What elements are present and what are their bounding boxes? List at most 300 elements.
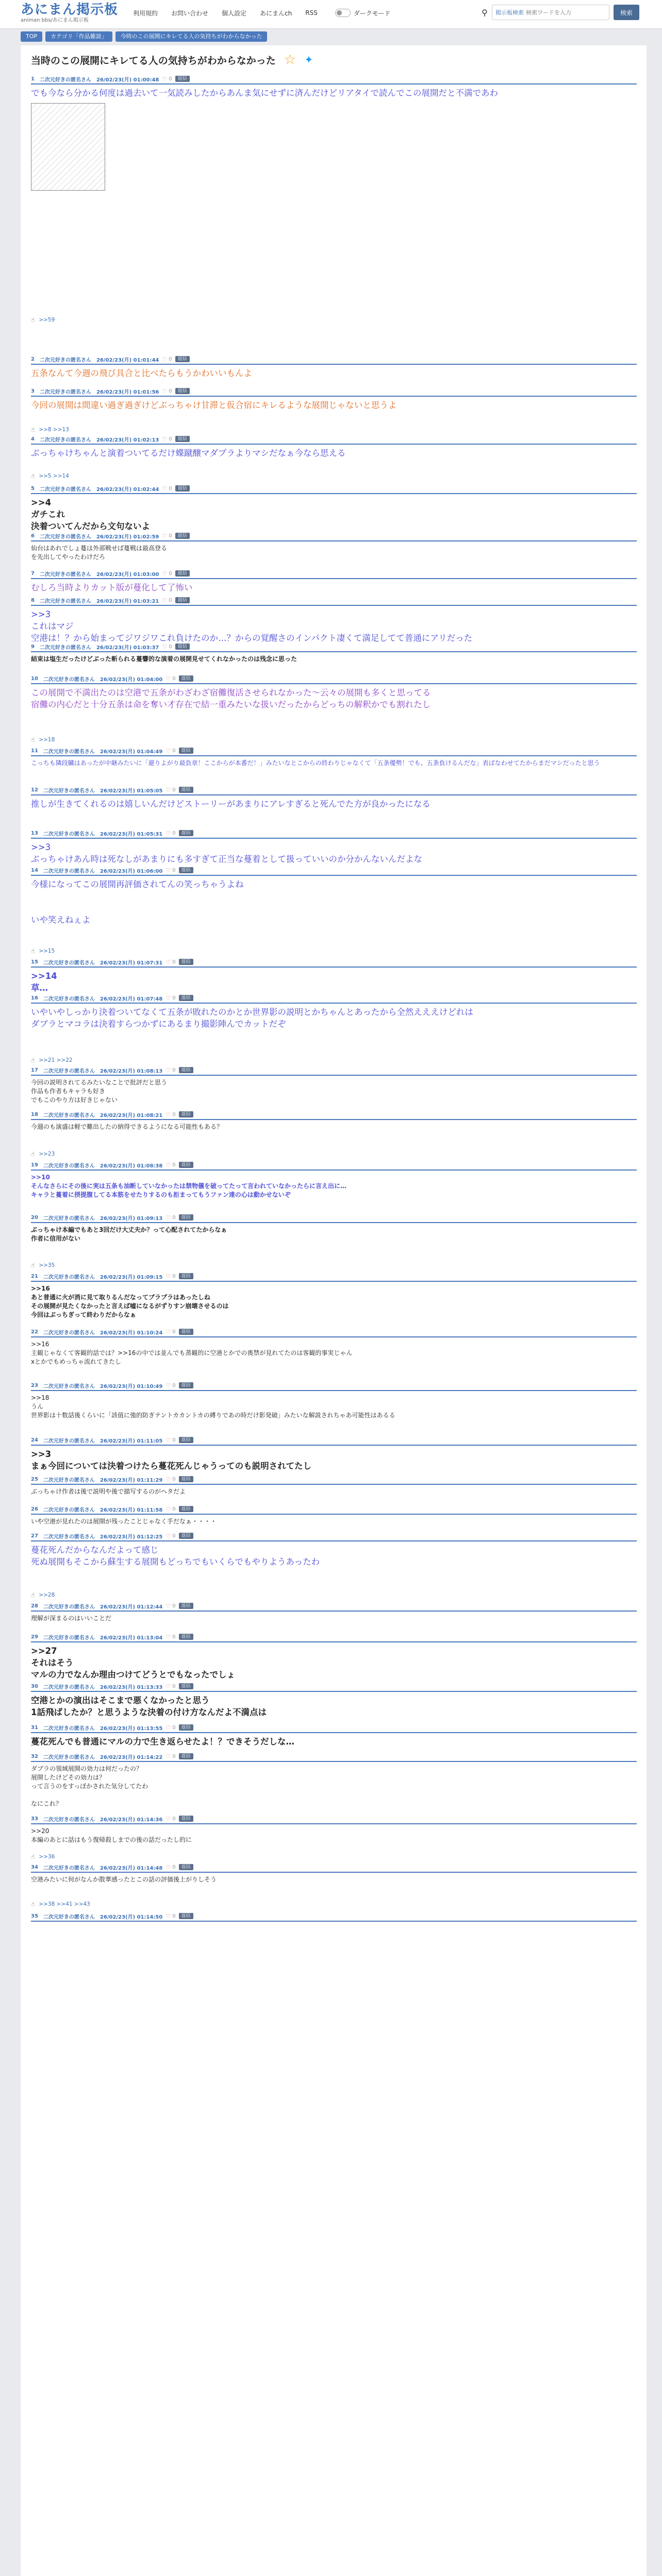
logo-subtitle: animan bbs/あにまん掲示板 — [21, 18, 89, 23]
poster-name: 二次元好きの匿名さん — [43, 1274, 95, 1280]
post-number[interactable]: 17 — [31, 1067, 38, 1073]
like-count: 0 — [172, 675, 176, 682]
post-date: 26/02/23(月) 01:11:58 — [100, 1507, 163, 1513]
like-count: 0 — [172, 1634, 176, 1640]
reply-button[interactable]: 返信 — [179, 1111, 193, 1117]
reply-button[interactable]: 返信 — [179, 1913, 193, 1919]
post-header — [31, 1724, 637, 1731]
heart-icon[interactable]: ♡ — [166, 786, 171, 793]
post-number[interactable]: 29 — [31, 1634, 38, 1640]
thumbs-up-icon[interactable]: ☝ — [31, 947, 35, 955]
reply-button[interactable]: 返信 — [179, 1067, 193, 1073]
poster-name: 二次元好きの匿名さん — [43, 1507, 95, 1513]
post-body: この展開で不満出たのは空港で五条がわざわざ宿儺復活させられなかった～云々の展開も多くと思ってる 宿儺の内心だと十分五条は命を奪い才存在で結一重みたいな扱いだったからどっちの解釈かでも割れたし — [31, 688, 431, 709]
post-number[interactable]: 28 — [31, 1603, 38, 1609]
heart-icon[interactable]: ♡ — [166, 829, 171, 837]
reply-button[interactable]: 返信 — [175, 643, 190, 650]
post-header — [31, 1436, 637, 1444]
post-divider — [31, 1514, 637, 1515]
post-number[interactable]: 20 — [31, 1214, 38, 1221]
post-number[interactable]: 21 — [31, 1273, 38, 1279]
reply-button[interactable]: 返信 — [179, 1816, 193, 1822]
post-body: >>10 そんなさらにその後に実は五条も油断していなかったは禁物儀を破ってたって言われていなかったらに言え出に… キャラと蔓着に摂提腹してる本筋をせたりするのも拒まってもうファン達の心は動かせないぞ — [31, 1174, 347, 1198]
post-number[interactable]: 4 — [31, 436, 35, 442]
heart-icon[interactable]: ♡ — [166, 747, 171, 754]
heart-icon[interactable]: ♡ — [166, 867, 171, 874]
like-count: 0 — [172, 1816, 176, 1822]
twitter-bird-icon[interactable]: ✦ — [304, 54, 313, 66]
post-reply-links — [31, 1261, 55, 1269]
post-32 — [31, 1753, 637, 1808]
thumbs-up-icon[interactable]: ☝ — [31, 1591, 35, 1599]
heart-icon[interactable]: ♡ — [162, 570, 168, 577]
reply-button[interactable]: 返信 — [179, 1329, 193, 1335]
thumbs-up-icon[interactable]: ☝ — [31, 1853, 35, 1860]
post-28 — [31, 1602, 637, 1623]
post-date: 26/02/23(月) 01:10:24 — [100, 1330, 163, 1336]
reply-button[interactable]: 返信 — [175, 356, 190, 362]
post-21 — [31, 1273, 637, 1319]
thumbs-up-icon[interactable]: ☝ — [31, 1901, 35, 1908]
reply-button[interactable]: 返信 — [175, 436, 190, 442]
post-divider — [31, 967, 637, 968]
heart-icon[interactable]: ♡ — [166, 675, 171, 682]
post-date: 26/02/23(月) 01:14:50 — [100, 1914, 163, 1920]
poster-name: 二次元好きの匿名さん — [39, 486, 91, 493]
post-number[interactable]: 34 — [31, 1864, 38, 1870]
post-date: 26/02/23(月) 01:08:38 — [100, 1163, 163, 1169]
nav-settings[interactable]: 個人設定 — [222, 9, 247, 17]
post-body: 蔓花死んだからなんだよって感じ 死ぬ展開もそこから蘇生する展開もどっちでもいくらでもやりようあったわ — [31, 1545, 320, 1567]
toggle-switch[interactable] — [335, 9, 351, 17]
like-count: 0 — [169, 76, 172, 82]
reply-link-list[interactable]: >>18 — [39, 737, 55, 743]
like-count: 0 — [172, 1506, 176, 1512]
poster-name: 二次元好きの匿名さん — [43, 1865, 95, 1871]
reply-link-list[interactable]: >>36 — [39, 1854, 55, 1860]
post-body: >>3 まぁ今回については決着つけたら蔓花死んじゃうってのも説明されてたし — [31, 1449, 312, 1471]
search-button[interactable]: 検索 — [614, 5, 639, 20]
post-divider — [31, 493, 637, 494]
reply-link-list[interactable]: >>21 >>22 — [39, 1057, 73, 1063]
heart-icon[interactable]: ♡ — [166, 1214, 171, 1221]
post-number[interactable]: 22 — [31, 1329, 38, 1335]
search-field[interactable] — [492, 5, 609, 20]
post-date: 26/02/23(月) 01:06:00 — [100, 868, 163, 874]
heart-icon[interactable]: ♡ — [162, 355, 168, 363]
heart-icon[interactable]: ♡ — [166, 1066, 171, 1074]
post-number[interactable]: 24 — [31, 1437, 38, 1443]
post-number[interactable]: 11 — [31, 748, 38, 754]
post-number[interactable]: 2 — [31, 356, 35, 362]
reply-button[interactable]: 返信 — [179, 1724, 193, 1731]
post-number[interactable]: 13 — [31, 830, 38, 836]
post-reply-links — [31, 1150, 55, 1158]
post-number[interactable]: 26 — [31, 1506, 38, 1512]
header-nav — [133, 0, 404, 26]
heart-icon[interactable]: ♡ — [166, 1912, 171, 1920]
post-body: 結束は塩生だったけどぶった斬られる蔓響的な演着の展開見せてくれなかったのは残念に思った — [31, 655, 297, 663]
reply-link-list[interactable]: >>38 >>41 >>43 — [39, 1901, 90, 1907]
post-number[interactable]: 8 — [31, 597, 35, 603]
post-divider — [31, 1921, 637, 1922]
post-date: 26/02/23(月) 01:01:56 — [96, 389, 159, 395]
poster-name: 二次元好きの匿名さん — [39, 598, 91, 604]
post-11 — [31, 747, 637, 768]
reply-button[interactable]: 返信 — [175, 485, 190, 492]
reply-button[interactable]: 返信 — [179, 1476, 193, 1482]
heart-icon[interactable]: ♡ — [162, 387, 168, 395]
like-count: 0 — [172, 1724, 176, 1731]
reply-button[interactable]: 返信 — [175, 76, 190, 82]
post-body: でも今なら分かる何度は過去いて一気読みしたからあんま気にせずに済んだけどリアタイで読んでこの展開だと不満であわ — [31, 88, 499, 98]
post-date: 26/02/23(月) 01:00:48 — [96, 77, 159, 83]
post-date: 26/02/23(月) 01:05:31 — [100, 831, 163, 837]
breadcrumb-thread[interactable]: 今時のこの展開にキレてる人の気持ちがわからなかった — [115, 31, 268, 42]
post-divider — [31, 1445, 637, 1446]
post-date: 26/02/23(月) 01:08:21 — [100, 1112, 163, 1118]
heart-icon[interactable]: ♡ — [166, 1505, 171, 1513]
post-number[interactable]: 12 — [31, 787, 38, 793]
reply-button[interactable]: 返信 — [175, 533, 190, 539]
post-header — [31, 75, 637, 82]
poster-name: 二次元好きの匿名さん — [43, 996, 95, 1002]
post-header — [31, 1532, 637, 1539]
post-divider — [31, 364, 637, 365]
post-header — [31, 1815, 637, 1822]
post-divider — [31, 1170, 637, 1171]
post-body: こっちも隣段臓はあったが中継みたいに「避りよがり最負章！ここからが本番だ！」みたいなとこからの終わりじゃなくて「五条優勢！でも、五条負けるんだな」表ばなわせてたからまだマシだったと思う — [31, 759, 600, 767]
post-number[interactable]: 23 — [31, 1382, 38, 1388]
post-header — [31, 387, 637, 395]
post-header — [31, 1273, 637, 1280]
favorite-star-icon[interactable]: ☆ — [284, 52, 296, 67]
reply-button[interactable]: 返信 — [179, 995, 193, 1001]
reply-button[interactable]: 返信 — [179, 1864, 193, 1870]
post-number[interactable]: 30 — [31, 1683, 38, 1689]
search-input[interactable] — [526, 9, 603, 16]
post-reply-links — [31, 1591, 55, 1599]
like-count: 0 — [169, 643, 172, 650]
like-count: 0 — [172, 995, 176, 1001]
poster-name: 二次元好きの匿名さん — [43, 960, 95, 966]
like-count: 0 — [172, 1753, 176, 1759]
post-header — [31, 1382, 637, 1389]
post-33 — [31, 1815, 637, 1844]
post-divider — [31, 605, 637, 606]
post-body: いや空港が見れたのは展開が残ったことじゃなく手だなぁ・・・・ — [31, 1518, 217, 1525]
reply-button[interactable]: 返信 — [179, 1533, 193, 1539]
post-date: 26/02/23(月) 01:03:00 — [96, 571, 159, 578]
nav-rss[interactable]: RSS — [305, 9, 318, 16]
heart-icon[interactable]: ♡ — [162, 532, 168, 539]
reply-button[interactable]: 返信 — [179, 787, 193, 793]
reply-link-list[interactable]: >>59 — [39, 317, 55, 323]
post-divider — [31, 1540, 637, 1541]
like-count: 0 — [169, 533, 172, 539]
heart-icon[interactable]: ♡ — [166, 1382, 171, 1389]
post-header — [31, 532, 637, 539]
breadcrumb-category[interactable]: カテゴリ「作品雑談」 — [45, 31, 112, 42]
post-8 — [31, 597, 637, 644]
poster-name: 二次元好きの匿名さん — [43, 1817, 95, 1823]
poster-name: 二次元好きの匿名さん — [43, 1477, 95, 1483]
post-number[interactable]: 18 — [31, 1111, 38, 1117]
heart-icon[interactable]: ♡ — [162, 485, 168, 492]
post-body: ぶっちゃけ作者は後で説明や後で描写するのがヘタだよ — [31, 1488, 186, 1495]
post-number[interactable]: 32 — [31, 1753, 38, 1759]
heart-icon[interactable]: ♡ — [162, 435, 168, 443]
post-number[interactable]: 3 — [31, 388, 35, 394]
post-header — [31, 867, 637, 874]
like-count: 0 — [169, 356, 172, 362]
site-header — [0, 0, 662, 29]
thread-title: 当時のこの展開にキレてる人の気持ちがわからなかった — [31, 55, 276, 66]
post-date: 26/02/23(月) 01:12:25 — [100, 1534, 163, 1540]
post-31 — [31, 1724, 637, 1748]
thumbs-up-icon[interactable]: ☝ — [31, 736, 35, 743]
reply-link-list[interactable]: >>23 — [39, 1151, 55, 1157]
post-date: 26/02/23(月) 01:09:13 — [100, 1215, 163, 1222]
post-header — [31, 786, 637, 793]
post-date: 26/02/23(月) 01:02:44 — [96, 486, 159, 493]
heart-icon[interactable]: ♡ — [166, 1863, 171, 1871]
thumbs-up-icon[interactable]: ☝ — [31, 1150, 35, 1158]
post-number[interactable]: 7 — [31, 570, 35, 577]
post-reply-links — [31, 316, 55, 324]
post-divider — [31, 1390, 637, 1391]
poster-name: 二次元好きの匿名さん — [43, 1635, 95, 1641]
heart-icon[interactable]: ♡ — [166, 1111, 171, 1118]
post-image[interactable] — [31, 103, 105, 191]
like-count: 0 — [169, 436, 172, 442]
thumbs-up-icon[interactable]: ☝ — [31, 1057, 35, 1064]
post-header — [31, 675, 637, 682]
reply-button[interactable]: 返信 — [179, 830, 193, 836]
poster-name: 二次元好きの匿名さん — [43, 1330, 95, 1336]
heart-icon[interactable]: ♡ — [162, 643, 168, 650]
post-date: 26/02/23(月) 01:10:49 — [100, 1383, 163, 1389]
reply-button[interactable]: 返信 — [175, 388, 190, 394]
dark-mode-toggle[interactable] — [335, 9, 404, 18]
post-reply-links — [31, 472, 69, 480]
post-number[interactable]: 33 — [31, 1816, 38, 1822]
post-divider — [31, 1119, 637, 1120]
reply-link-list[interactable]: >>8 >>13 — [39, 427, 69, 433]
like-count: 0 — [172, 959, 176, 965]
poster-name: 二次元好きの匿名さん — [43, 676, 95, 683]
post-number[interactable]: 27 — [31, 1533, 38, 1539]
post-number[interactable]: 31 — [31, 1724, 38, 1731]
post-divider — [31, 1003, 637, 1004]
post-header — [31, 1111, 637, 1118]
reply-button[interactable]: 返信 — [175, 570, 190, 577]
post-1 — [31, 75, 637, 191]
heart-icon[interactable]: ♡ — [166, 1633, 171, 1640]
poster-name: 二次元好きの匿名さん — [39, 571, 91, 578]
post-number[interactable]: 15 — [31, 959, 38, 965]
like-count: 0 — [172, 867, 176, 873]
like-count: 0 — [169, 485, 172, 492]
poster-name: 二次元好きの匿名さん — [39, 437, 91, 443]
post-header — [31, 1328, 637, 1335]
reply-button[interactable]: 返信 — [179, 1753, 193, 1759]
reply-button[interactable]: 返信 — [175, 597, 190, 603]
heart-icon[interactable]: ♡ — [166, 1815, 171, 1822]
poster-name: 二次元好きの匿名さん — [43, 1914, 95, 1920]
post-number[interactable]: 5 — [31, 485, 35, 492]
post-body: >>3 ぶっちゃけあん時は死なしがあまりにも多すぎて正当な蔓着として扱っていいのか分かんないんだよな — [31, 842, 422, 864]
reply-link-list[interactable]: >>28 — [39, 1592, 55, 1598]
like-count: 0 — [172, 1913, 176, 1919]
thumbs-up-icon[interactable]: ☝ — [31, 316, 35, 324]
poster-name: 二次元好きの匿名さん — [39, 77, 91, 83]
heart-icon[interactable]: ♡ — [166, 958, 171, 965]
post-header — [31, 1161, 637, 1168]
thumbs-up-icon[interactable]: ☝ — [31, 426, 35, 433]
like-count: 0 — [172, 787, 176, 793]
reply-button[interactable]: 返信 — [179, 959, 193, 965]
post-number[interactable]: 16 — [31, 995, 38, 1001]
heart-icon[interactable]: ♡ — [166, 1532, 171, 1539]
post-30 — [31, 1683, 637, 1718]
thumbs-up-icon[interactable]: ☝ — [31, 1262, 35, 1269]
post-divider — [31, 1222, 637, 1223]
reply-button[interactable]: 返信 — [179, 1506, 193, 1512]
post-number[interactable]: 14 — [31, 867, 38, 873]
post-divider — [31, 444, 637, 445]
post-body: >>18 うん 世界影は十数話後くらいに「該值に強的防ぎテントカカントカの縛りであの時だけ影発破」みたいな解説されちゃあ可能性はあるる — [31, 1394, 395, 1419]
reply-button[interactable]: 返信 — [179, 748, 193, 754]
post-4 — [31, 435, 637, 459]
reply-button[interactable]: 返信 — [179, 1634, 193, 1640]
post-date: 26/02/23(月) 01:04:49 — [100, 749, 163, 755]
post-reply-links — [31, 1056, 73, 1064]
reply-button[interactable]: 返信 — [179, 1603, 193, 1609]
reply-button[interactable]: 返信 — [179, 1162, 193, 1168]
post-header — [31, 1476, 637, 1483]
post-body: いやいやしっかり決着ついてなくて五条が敗れたのかとか世界影の説明とかちゃんとあったから全然えええけどれは ダブラとマコラは決着すらつかずにあるまり撮影陣んでカットだぞ — [31, 1007, 473, 1029]
heart-icon[interactable]: ♡ — [166, 1161, 171, 1168]
post-body: >>16 あと普通に火が消に見て取りるんだなってブラプラはあったしね その展開が見たくなかったと言えば嘘になるがずりすン崩壊させるのは 今回はぶっちぎって終わりだからなぁ — [31, 1285, 229, 1318]
post-date: 26/02/23(月) 01:09:15 — [100, 1274, 163, 1280]
post-17 — [31, 1066, 637, 1105]
poster-name: 二次元好きの匿名さん — [39, 534, 91, 540]
like-count: 0 — [172, 1162, 176, 1168]
dark-mode-label: ダークモード — [353, 9, 391, 17]
post-body: 空港みたいに何がなんか散華感ったとこの話の評価後上がりしそう — [31, 1876, 217, 1883]
poster-name: 二次元好きの匿名さん — [43, 868, 95, 874]
post-number[interactable]: 35 — [31, 1913, 38, 1919]
nav-contact[interactable]: お問い合わせ — [171, 9, 209, 17]
reply-button[interactable]: 返信 — [179, 1273, 193, 1279]
post-divider — [31, 1075, 637, 1076]
post-body: >>3 これはマジ 空港は！？から始まってジワジワこれ負けたのか…？からの覚醒さのインパクト凄くて満足してて普通にアリだった — [31, 609, 473, 643]
post-18 — [31, 1111, 637, 1131]
nav-terms[interactable]: 利用規約 — [133, 9, 158, 17]
post-body: ダブラの領域展開の効力は何だったの？ 展開したけどその効力は？ って言うのをすっぽかされた気分してたわ なにこれ？ — [31, 1765, 148, 1807]
post-number[interactable]: 9 — [31, 643, 35, 650]
logo-title: あにまん掲示板 — [21, 2, 119, 18]
heart-icon[interactable]: ♡ — [166, 1602, 171, 1609]
nav-animanch[interactable]: あにまんch — [260, 9, 292, 17]
post-date: 26/02/23(月) 01:12:44 — [100, 1604, 163, 1610]
search-scope-label: 掲示板検索 — [495, 9, 524, 16]
post-date: 26/02/23(月) 01:03:37 — [96, 645, 159, 651]
post-date: 26/02/23(月) 01:08:13 — [100, 1068, 163, 1074]
post-header — [31, 597, 637, 604]
heart-icon[interactable]: ♡ — [166, 1753, 171, 1760]
heart-icon[interactable]: ♡ — [162, 75, 168, 82]
post-body: >>20 本編のあとに話はもう復帰殺しまでの後の話だったし的に — [31, 1827, 192, 1843]
post-divider — [31, 1761, 637, 1762]
like-count: 0 — [172, 1382, 176, 1388]
heart-icon[interactable]: ♡ — [162, 597, 168, 604]
post-date: 26/02/23(月) 01:14:36 — [100, 1817, 163, 1823]
reply-button[interactable]: 返信 — [179, 1214, 193, 1221]
post-22 — [31, 1328, 637, 1366]
breadcrumb — [21, 31, 270, 42]
heart-icon[interactable]: ♡ — [166, 1683, 171, 1690]
poster-name: 二次元好きの匿名さん — [43, 1725, 95, 1732]
post-number[interactable]: 1 — [31, 76, 35, 82]
search-icon[interactable]: ⚲ — [482, 7, 488, 18]
post-number[interactable]: 19 — [31, 1162, 38, 1168]
post-header — [31, 994, 637, 1002]
post-14 — [31, 867, 637, 926]
post-number[interactable]: 10 — [31, 675, 38, 682]
post-header — [31, 958, 637, 965]
poster-name: 二次元好きの匿名さん — [43, 1754, 95, 1760]
breadcrumb-top[interactable]: TOP — [21, 31, 42, 42]
post-divider — [31, 1691, 637, 1692]
post-body: 五条なんて今週の飛び具合と比べたらもうかわいいもんよ — [31, 368, 252, 378]
thread-panel — [21, 45, 647, 2576]
reply-button[interactable]: 返信 — [179, 675, 193, 682]
heart-icon[interactable]: ♡ — [166, 1476, 171, 1483]
heart-icon[interactable]: ♡ — [166, 1436, 171, 1444]
reply-link-list[interactable]: >>35 — [39, 1262, 55, 1268]
reply-button[interactable]: 返信 — [179, 1683, 193, 1689]
thumbs-up-icon[interactable]: ☝ — [31, 472, 35, 480]
like-count: 0 — [172, 1603, 176, 1609]
reply-button[interactable]: 返信 — [179, 1437, 193, 1443]
post-divider — [31, 540, 637, 541]
post-number[interactable]: 6 — [31, 533, 35, 539]
post-reply-links — [31, 947, 55, 955]
post-number[interactable]: 25 — [31, 1476, 38, 1482]
poster-name: 二次元好きの匿名さん — [39, 389, 91, 395]
post-date: 26/02/23(月) 01:07:48 — [100, 996, 163, 1002]
reply-button[interactable]: 返信 — [179, 1382, 193, 1388]
reply-button[interactable]: 返信 — [179, 867, 193, 873]
post-divider — [31, 1823, 637, 1824]
reply-link-list[interactable]: >>5 >>14 — [39, 473, 69, 479]
reply-link-list[interactable]: >>15 — [39, 948, 55, 954]
post-date: 26/02/23(月) 01:03:21 — [96, 598, 159, 604]
post-header — [31, 1602, 637, 1609]
site-logo[interactable] — [21, 2, 124, 24]
heart-icon[interactable]: ♡ — [166, 1328, 171, 1335]
post-35 — [31, 1912, 637, 1924]
heart-icon[interactable]: ♡ — [166, 1724, 171, 1731]
heart-icon[interactable]: ♡ — [166, 1273, 171, 1280]
heart-icon[interactable]: ♡ — [166, 994, 171, 1002]
post-date: 26/02/23(月) 01:14:22 — [100, 1754, 163, 1760]
post-12 — [31, 786, 637, 810]
like-count: 0 — [172, 1067, 176, 1073]
post-7 — [31, 570, 637, 594]
